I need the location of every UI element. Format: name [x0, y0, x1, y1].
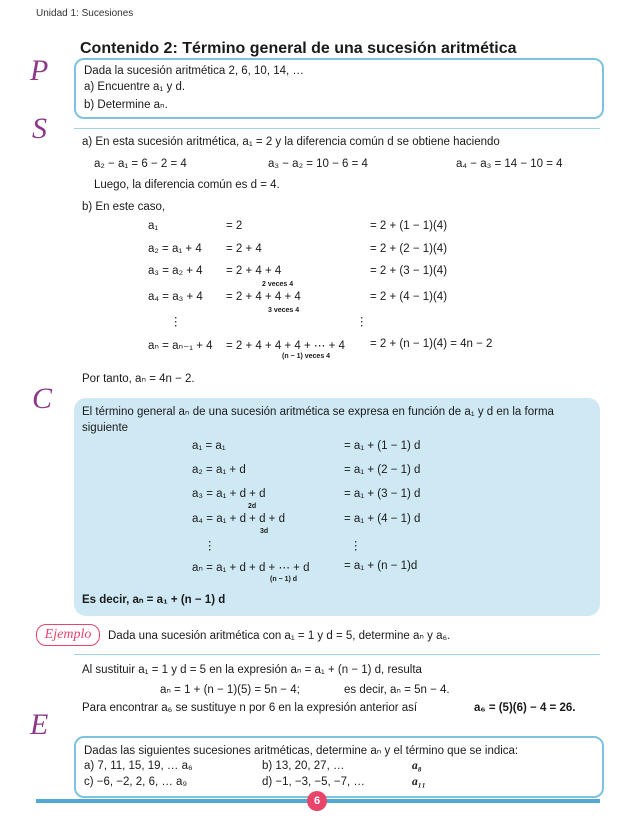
- sol-dots-left: ⋮: [170, 316, 182, 328]
- sol-row-2-mid: = 2 + 4: [226, 243, 262, 255]
- concept-dots-right: ⋮: [350, 540, 362, 552]
- concept-row-2-lhs: a₂ = a₁ + d: [192, 464, 246, 476]
- page-number-badge: [307, 791, 327, 811]
- concept-row-3-brace: 2d: [248, 503, 257, 510]
- concept-row-1-rhs: = a₁ + (1 − 1) d: [344, 440, 421, 452]
- sol-row-n-lhs: aₙ = aₙ₋₁ + 4: [148, 340, 213, 352]
- sol-row-n-brace: (n − 1) veces 4: [282, 353, 331, 360]
- sol-row-3-brace: 2 veces 4: [262, 281, 294, 288]
- concept-letter: C: [32, 382, 53, 415]
- example-line2a: aₙ = 1 + (n − 1)(5) = 5n − 4;: [160, 684, 300, 696]
- exercise-item-b: b) 13, 20, 27, …: [262, 760, 345, 772]
- example-label: Ejemplo: [44, 627, 92, 642]
- example-line2b: es decir, aₙ = 5n − 4.: [344, 684, 450, 696]
- exercise-item-d: d) −1, −3, −5, −7, …: [262, 776, 365, 788]
- solution-rule: [74, 128, 600, 129]
- page-number: 6: [313, 795, 321, 807]
- concept-row-2-rhs: = a₁ + (2 − 1) d: [344, 464, 421, 476]
- concept-row-1-lhs: a₁ = a₁: [192, 440, 226, 452]
- concept-dots-left: ⋮: [204, 540, 216, 552]
- example-rule: [74, 654, 600, 655]
- problem-box: [74, 58, 604, 119]
- concept-row-n-brace: (n − 1) d: [270, 576, 298, 583]
- problem-a: a) Encuentre a₁ y d.: [84, 81, 186, 93]
- sol-row-4-rhs: = 2 + (4 − 1)(4): [370, 291, 448, 303]
- sol-row-2-rhs: = 2 + (2 − 1)(4): [370, 243, 448, 255]
- sol-row-4-lhs: a₄ = a₃ + 4: [148, 291, 203, 303]
- page-title: Contenido 2: Término general de una sucesión aritmética: [80, 40, 517, 57]
- sol-row-3-lhs: a₃ = a₂ + 4: [148, 265, 203, 277]
- example-prompt: Dada una sucesión aritmética con a₁ = 1 y d = 5, determine aₙ y a₆.: [108, 630, 451, 642]
- problem-letter: P: [30, 54, 49, 87]
- unit-header: Unidad 1: Sucesiones: [36, 8, 134, 19]
- example-line3b: a₆ = (5)(6) − 4 = 26.: [474, 702, 576, 714]
- sol-row-1-lhs: a₁: [148, 220, 159, 232]
- exercise-item-d-term: a₁₁: [412, 776, 426, 788]
- concept-row-3-lhs: a₃ = a₁ + d + d: [192, 488, 266, 500]
- concept-box: [74, 398, 600, 616]
- sol-row-n-rhs: = 2 + (n − 1)(4) = 4n − 2: [370, 338, 493, 350]
- sol-dots-right: ⋮: [356, 316, 368, 328]
- example-line1: Al sustituir a₁ = 1 y d = 5 en la expresión aₙ = a₁ + (n − 1) d, resulta: [82, 664, 422, 676]
- diff-2: a₃ − a₂ = 10 − 6 = 4: [268, 158, 368, 170]
- concept-row-4-rhs: = a₁ + (4 − 1) d: [344, 513, 421, 525]
- sol-row-3-mid: = 2 + 4 + 4: [226, 265, 282, 277]
- sol-row-4-mid: = 2 + 4 + 4 + 4: [226, 291, 301, 303]
- concept-row-n-rhs: = a₁ + (n − 1)d: [344, 560, 418, 572]
- sol-row-3-rhs: = 2 + (3 − 1)(4): [370, 265, 448, 277]
- concept-intro: El término general aₙ de una sucesión aritmética se expresa en función de a₁ y d en la forma siguiente: [82, 406, 554, 434]
- concept-row-n-lhs: aₙ = a₁ + d + d + ⋯ + d: [192, 562, 310, 574]
- concept-row-4-brace: 3d: [260, 528, 269, 535]
- solution-a-conclusion: Luego, la diferencia común es d = 4.: [94, 179, 280, 191]
- exercise-item-b-term: a₈: [412, 760, 422, 772]
- exercise-intro: Dadas las siguientes sucesiones aritméticas, determine aₙ y el término que se indica:: [84, 745, 519, 757]
- sol-row-4-brace: 3 veces 4: [268, 307, 300, 314]
- problem-line: Dada la sucesión aritmética 2, 6, 10, 14, …: [84, 65, 304, 77]
- solution-letter: S: [32, 112, 47, 145]
- exercise-letter: E: [30, 708, 49, 741]
- sol-row-n-mid: = 2 + 4 + 4 + 4 + ⋯ + 4: [226, 340, 345, 352]
- solution-a-intro: a) En esta sucesión aritmética, a₁ = 2 y la diferencia común d se obtiene haciendo: [82, 136, 500, 148]
- solution-conclusion: Por tanto, aₙ = 4n − 2.: [82, 373, 195, 385]
- exercise-item-a: a) 7, 11, 15, 19, … a₆: [84, 760, 193, 772]
- sol-row-1-mid: = 2: [226, 220, 243, 232]
- problem-b: b) Determine aₙ.: [84, 99, 168, 111]
- solution-b-intro: b) En este caso,: [82, 201, 166, 213]
- exercise-box: [74, 736, 604, 798]
- sol-row-1-rhs: = 2 + (1 − 1)(4): [370, 220, 448, 232]
- example-line3: Para encontrar a₆ se sustituye n por 6 en la expresión anterior así: [82, 702, 418, 714]
- example-badge: [36, 624, 100, 646]
- exercise-item-c: c) −6, −2, 2, 6, … a₉: [84, 776, 188, 788]
- diff-1: a₂ − a₁ = 6 − 2 = 4: [94, 158, 187, 170]
- diff-3: a₄ − a₃ = 14 − 10 = 4: [456, 158, 563, 170]
- concept-row-4-lhs: a₄ = a₁ + d + d + d: [192, 513, 285, 525]
- sol-row-2-lhs: a₂ = a₁ + 4: [148, 243, 202, 255]
- concept-conclusion: Es decir, aₙ = a₁ + (n − 1) d: [82, 594, 226, 606]
- concept-row-3-rhs: = a₁ + (3 − 1) d: [344, 488, 421, 500]
